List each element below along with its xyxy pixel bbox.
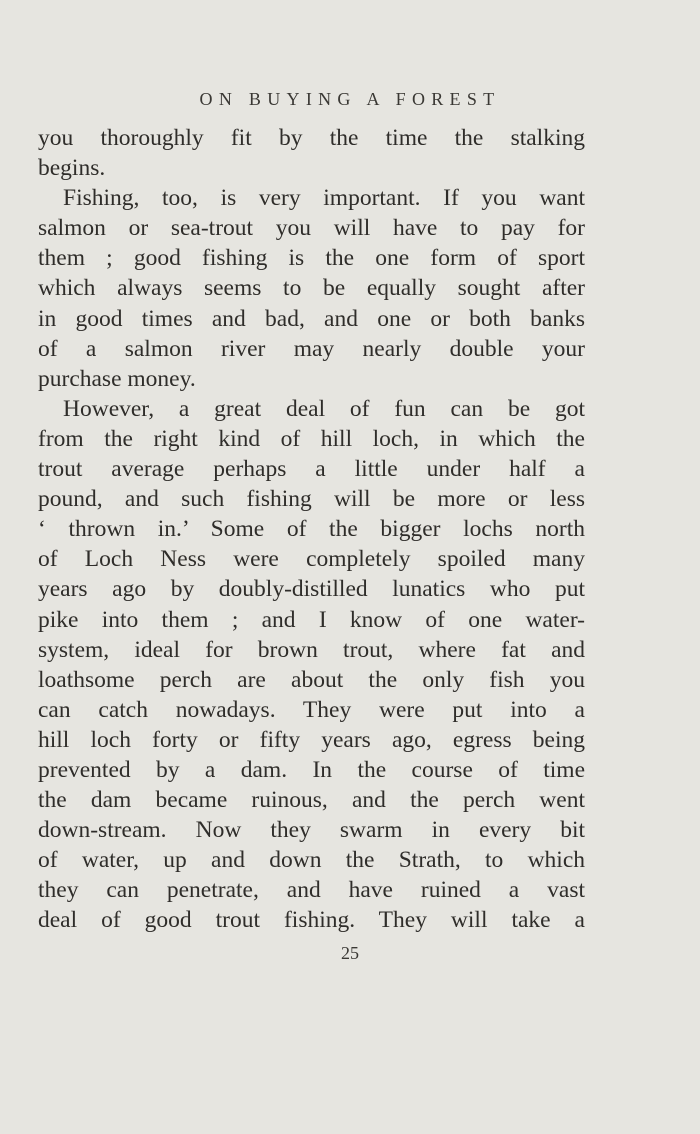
text-line: the dam became ruinous, and the perch went [38, 787, 585, 814]
text-line: of Loch Ness were completely spoiled many [38, 546, 585, 573]
text-line: in good times and bad, and one or both banks [38, 305, 585, 332]
text-line: which always seems to be equally sought after [38, 275, 585, 302]
text-line: system, ideal for brown trout, where fat and [38, 636, 585, 663]
text-line: Fishing, too, is very important. If you want [63, 185, 585, 212]
text-line: them ; good fishing is the one form of sport [38, 245, 585, 272]
text-line: down-stream. Now they swarm in every bit [38, 817, 585, 844]
text-line: begins. [38, 155, 106, 182]
text-line: ‘ thrown in.’ Some of the bigger lochs north [38, 516, 585, 543]
text-line: deal of good trout fishing. They will take a [38, 907, 585, 934]
text-line: years ago by doubly-distilled lunatics who put [38, 576, 585, 603]
text-line: hill loch forty or fifty years ago, egress being [38, 726, 585, 753]
text-line: of water, up and down the Strath, to which [38, 847, 585, 874]
text-line: they can penetrate, and have ruined a vast [38, 877, 585, 904]
text-line: loathsome perch are about the only fish you [38, 666, 585, 693]
text-line: salmon or sea-trout you will have to pay for [38, 215, 585, 242]
text-line: prevented by a dam. In the course of time [38, 756, 585, 783]
text-line: pike into them ; and I know of one water- [38, 606, 585, 633]
text-line: of a salmon river may nearly double your [38, 335, 585, 362]
running-head: ON BUYING A FOREST [199, 89, 501, 109]
text-line: However, a great deal of fun can be got [63, 395, 585, 422]
text-line: from the right kind of hill loch, in which the [38, 425, 585, 452]
text-line: trout average perhaps a little under half a [38, 456, 585, 483]
text-line: purchase money. [38, 365, 196, 392]
text-line: pound, and such fishing will be more or less [38, 486, 585, 513]
text-line: you thoroughly fit by the time the stalking [38, 125, 585, 151]
body-text [38, 123, 585, 936]
text-line: can catch nowadays. They were put into a [38, 696, 585, 723]
page-number: 25 [341, 943, 359, 963]
